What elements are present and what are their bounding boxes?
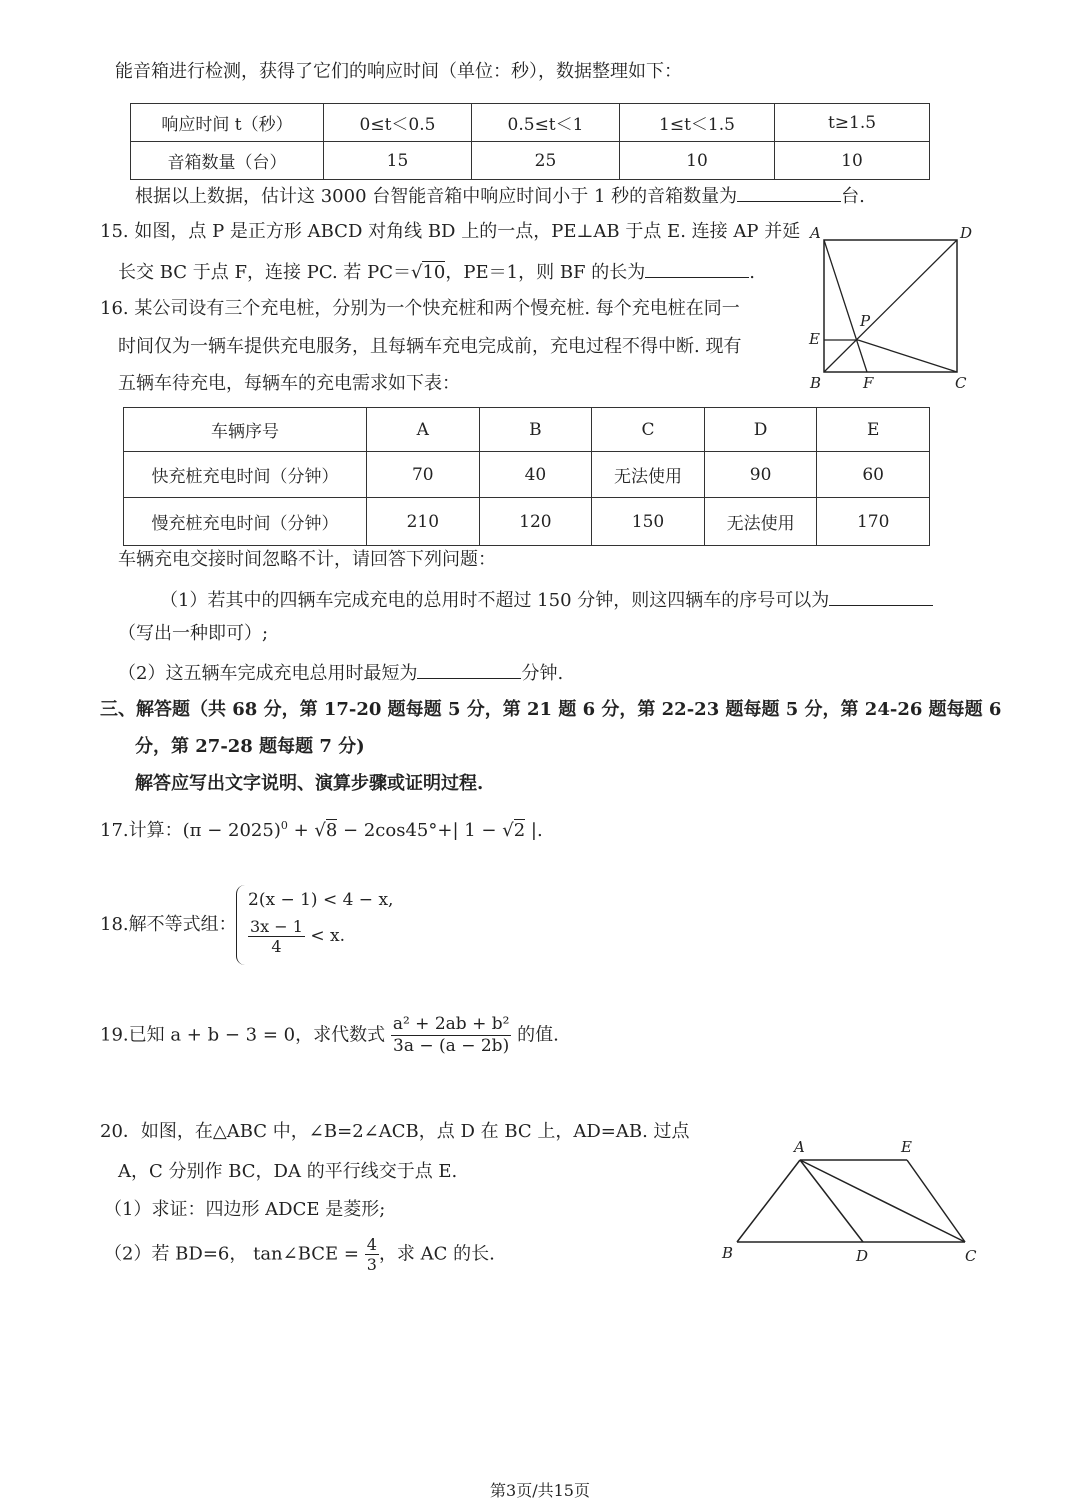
- q14-question: [135, 183, 865, 209]
- table-cell: 慢充桩充电时间（分钟）: [124, 498, 367, 546]
- sqrt-sign: √: [411, 262, 423, 283]
- sqrt-sign: √: [502, 820, 514, 841]
- table-cell: E: [817, 408, 930, 452]
- q14-question-text: 根据以上数据，估计这 3000 台智能音箱中响应时间小于 1 秒的音箱数量为: [135, 186, 738, 207]
- table-cell: 10: [775, 142, 930, 180]
- q15-line2: [118, 259, 755, 285]
- table-cell: 210: [366, 498, 479, 546]
- q16-part2-unit: 分钟.: [521, 663, 564, 684]
- q20-part2-tail: ，求 AC 的长.: [378, 1243, 495, 1265]
- q17-exponent: 0: [280, 819, 288, 832]
- label-d: D: [960, 224, 973, 242]
- label-c: C: [965, 1247, 977, 1265]
- table-cell: 25: [472, 142, 620, 180]
- frac-numerator: a² + 2ab + b²: [392, 1014, 510, 1034]
- q20-line2: A，C 分别作 BC，DA 的平行线交于点 E.: [118, 1161, 458, 1182]
- fraction: [365, 1235, 379, 1274]
- q17-expr-a: (π − 2025): [182, 820, 281, 841]
- label-p: P: [860, 312, 871, 330]
- q19: [100, 1014, 559, 1057]
- q16-part2: [118, 660, 563, 686]
- label-f: F: [863, 374, 874, 392]
- table-cell: 90: [704, 452, 817, 498]
- q18-ineq2: [248, 917, 345, 956]
- table-cell: 70: [366, 452, 479, 498]
- q16-line2: 时间仅为一辆车提供充电服务，且每辆车充电完成前，充电过程不得中断. 现有: [118, 336, 742, 357]
- rhombus-figure: [715, 1130, 985, 1270]
- q17-sqrt8: 8: [325, 820, 338, 841]
- table-cell: 快充桩充电时间（分钟）: [124, 452, 367, 498]
- square-figure: [800, 220, 980, 400]
- q17-prefix: 17.计算：: [100, 820, 183, 841]
- label-a: A: [794, 1138, 805, 1156]
- q15-text-b: ，PE＝1，则 BF 的长为: [445, 262, 646, 283]
- table-cell: 响应时间 t（秒）: [131, 104, 324, 142]
- frac-numerator: 4: [366, 1235, 377, 1254]
- q18-ineq2-tail: < x.: [310, 926, 346, 946]
- q18-ineq1: 2(x − 1) < 4 − x,: [248, 890, 394, 910]
- response-time-table: [130, 103, 930, 180]
- q17-expr-d: |.: [525, 820, 543, 841]
- label-d: D: [856, 1247, 869, 1265]
- table-cell: 0.5≤t＜1: [472, 104, 620, 142]
- answer-blank[interactable]: [737, 183, 841, 202]
- label-b: B: [722, 1244, 734, 1262]
- q20-part2-text: （2）若 BD=6， tan∠BCE =: [104, 1243, 360, 1265]
- label-e: E: [901, 1138, 912, 1156]
- segment-ac: [800, 1160, 965, 1242]
- q16-line1: 16. 某公司设有三个充电桩，分别为一个快充桩和两个慢充桩. 每个充电桩在同一: [100, 298, 740, 319]
- table-cell: 音箱数量（台）: [131, 142, 324, 180]
- q14-intro: 能音箱进行检测，获得了它们的响应时间（单位：秒），数据整理如下：: [115, 61, 682, 82]
- q15-end: .: [749, 262, 755, 283]
- frac-denominator: 3a − (a − 2b): [393, 1036, 510, 1056]
- diagonal-bd: [824, 240, 957, 372]
- fraction: [391, 1014, 512, 1057]
- label-e: E: [809, 330, 820, 348]
- table-cell: 1≤t＜1.5: [620, 104, 775, 142]
- q19-prefix: 19.已知 a + b − 3 = 0，求代数式: [100, 1024, 386, 1046]
- q15-text-a: 长交 BC 于点 F，连接 PC. 若 PC＝: [118, 262, 411, 283]
- label-b: B: [810, 374, 822, 392]
- fraction: [248, 917, 305, 956]
- q20-part2: [104, 1235, 495, 1274]
- q17-expr-b: +: [287, 820, 315, 841]
- frac-denominator: 3: [366, 1255, 377, 1274]
- q16-part1: [160, 587, 933, 613]
- table-cell: D: [704, 408, 817, 452]
- answer-blank[interactable]: [829, 587, 933, 606]
- label-a: A: [810, 224, 821, 242]
- frac-denominator: 4: [271, 937, 282, 956]
- table-cell: A: [366, 408, 479, 452]
- table-cell: 0≤t＜0.5: [324, 104, 472, 142]
- table-cell: 40: [479, 452, 592, 498]
- section3-title-line1: 三、解答题（共 68 分，第 17-20 题每题 5 分，第 21 题 6 分，第 22-23 题每题 5 分，第 24-26 题每题 6: [100, 699, 1002, 720]
- q14-unit: 台.: [841, 186, 865, 207]
- q16-note: 车辆充电交接时间忽略不计，请回答下列问题：: [118, 549, 496, 570]
- table-cell: B: [479, 408, 592, 452]
- table-cell: 150: [592, 498, 705, 546]
- brace-icon: [236, 885, 245, 965]
- q16-line3: 五辆车待充电，每辆车的充电需求如下表：: [118, 373, 460, 394]
- q16-part1-note: （写出一种即可）;: [118, 623, 269, 644]
- sqrt-radicand: 10: [422, 262, 446, 283]
- q15-line1: 15. 如图，点 P 是正方形 ABCD 对角线 BD 上的一点，PE⊥AB 于点 E. 连接 AP 并延: [100, 221, 801, 242]
- q16-part2-text: （2）这五辆车完成充电总用时最短为: [118, 663, 418, 684]
- table-cell: 120: [479, 498, 592, 546]
- q18-prefix: 18.解不等式组：: [100, 914, 237, 935]
- label-c: C: [955, 374, 967, 392]
- table-row: [131, 104, 930, 142]
- q17-sqrt2: 2: [513, 820, 526, 841]
- answer-blank[interactable]: [417, 660, 521, 679]
- q19-suffix: 的值.: [517, 1024, 559, 1046]
- table-cell: 无法使用: [592, 452, 705, 498]
- table-row: [124, 498, 930, 546]
- q20-line1: 20．如图，在△ABC 中，∠B=2∠ACB，点 D 在 BC 上，AD=AB. 过点: [100, 1121, 690, 1142]
- table-cell: 车辆序号: [124, 408, 367, 452]
- charging-table: [123, 407, 930, 546]
- table-row: [124, 452, 930, 498]
- page-number: 第3页/共15页: [490, 1481, 590, 1500]
- frac-numerator: 3x − 1: [250, 917, 303, 936]
- table-row: [124, 408, 930, 452]
- segment-ec: [907, 1160, 965, 1242]
- segment-af: [824, 240, 867, 372]
- q20-part1: （1）求证：四边形 ADCE 是菱形;: [104, 1199, 386, 1220]
- table-cell: 10: [620, 142, 775, 180]
- table-row: [131, 142, 930, 180]
- table-cell: C: [592, 408, 705, 452]
- q17: [100, 814, 543, 843]
- sqrt-sign: √: [314, 820, 326, 841]
- segment-ab: [737, 1160, 800, 1242]
- section3-title-line2: 分，第 27-28 题每题 7 分): [135, 736, 365, 757]
- segment-ad: [800, 1160, 863, 1242]
- table-cell: t≥1.5: [775, 104, 930, 142]
- table-cell: 15: [324, 142, 472, 180]
- segment-pc: [858, 340, 957, 372]
- answer-blank[interactable]: [645, 259, 749, 278]
- table-cell: 60: [817, 452, 930, 498]
- q17-expr-c: − 2cos45°+| 1 −: [337, 820, 503, 841]
- section3-instruction: 解答应写出文字说明、演算步骤或证明过程.: [135, 773, 484, 794]
- table-cell: 无法使用: [704, 498, 817, 546]
- q16-part1-text: （1）若其中的四辆车完成充电的总用时不超过 150 分钟，则这四辆车的序号可以为: [160, 590, 830, 611]
- table-cell: 170: [817, 498, 930, 546]
